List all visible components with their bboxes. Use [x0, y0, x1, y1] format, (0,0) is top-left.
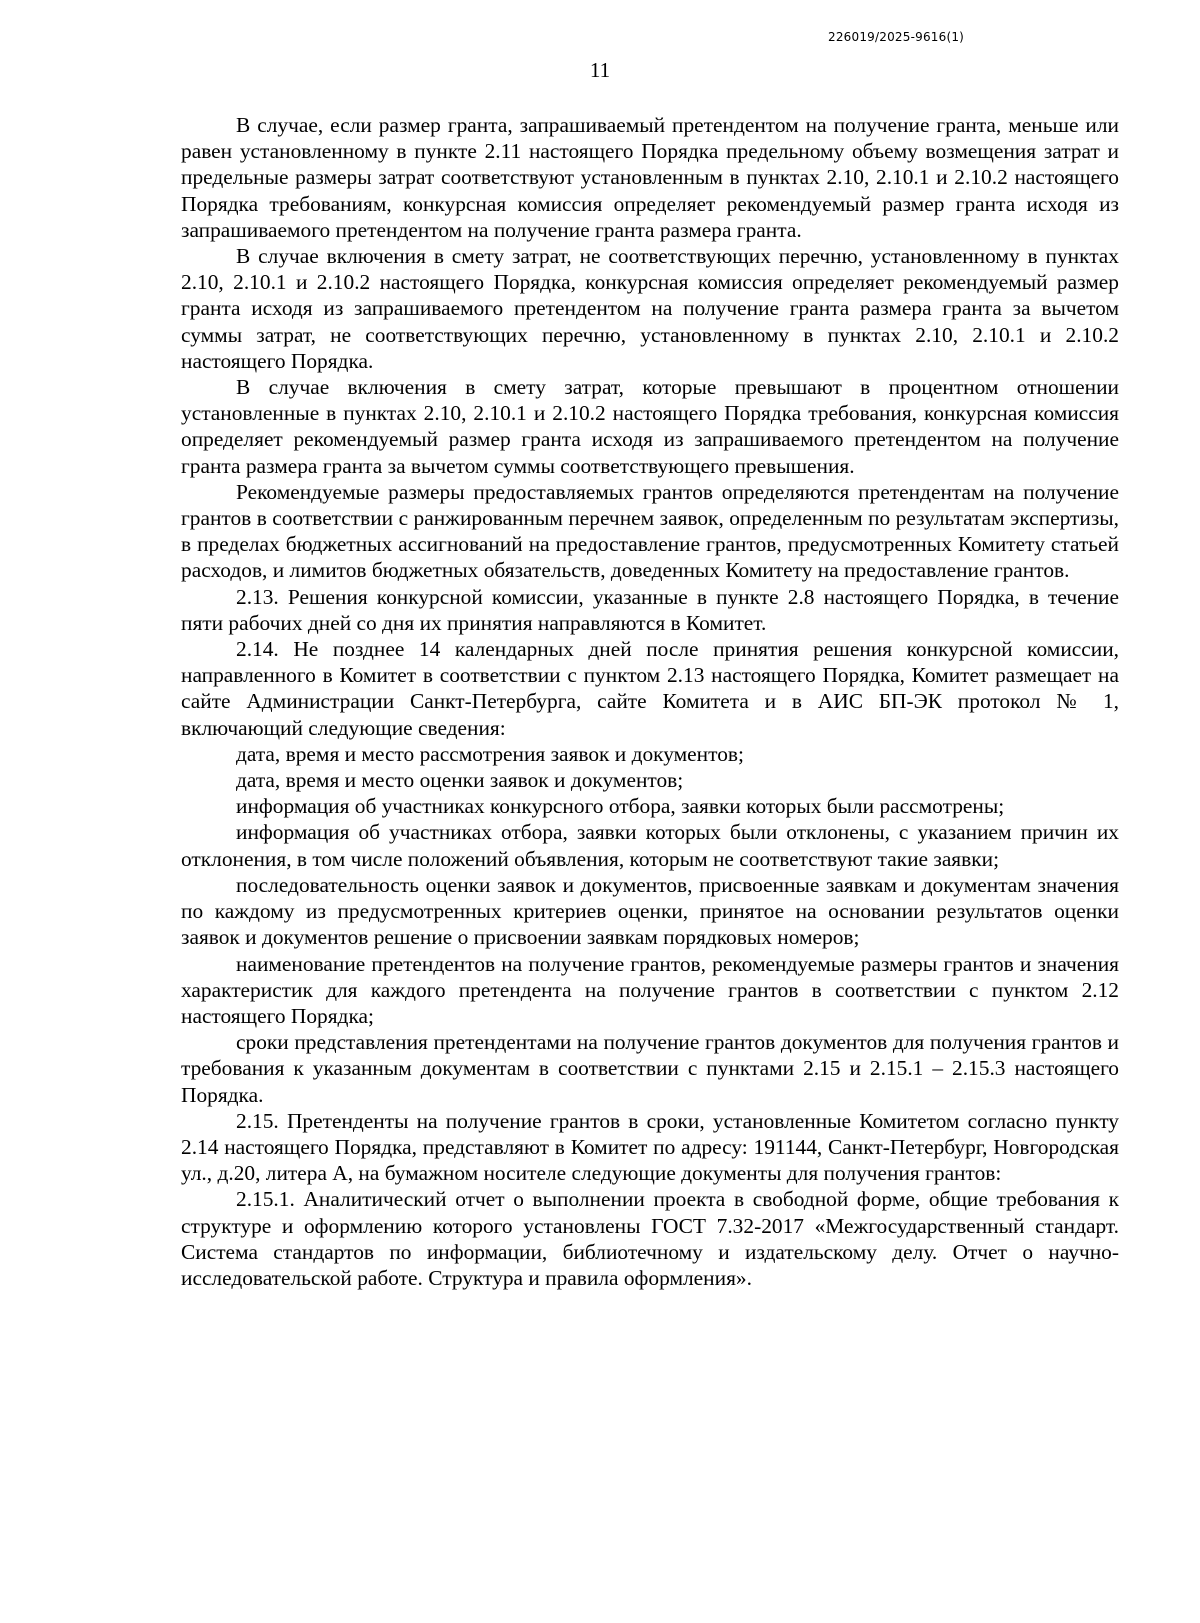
paragraph-nonlisted-costs: В случае включения в смету затрат, не соответствующих перечню, установленному в пунктах 2.10, 2.10.1 и 2.10.2 настоящего Порядка, конкурсная комиссия определяет рекомендуемый размер гранта исходя из запрашиваемого претендентом на получение гранта размера гранта за вычетом суммы затрат, не соответствующих перечню, установленному в пунктах 2.10, 2.10.1 и 2.10.2 настоящего Порядка. [181, 244, 1119, 373]
paragraph-2-13: 2.13. Решения конкурсной комиссии, указанные в пункте 2.8 настоящего Порядка, в течение пяти рабочих дней со дня их принятия направляются в Комитет. [181, 584, 1119, 635]
paragraph-recommended-sizes: Рекомендуемые размеры предоставляемых грантов определяются претендентам на получение грантов в соответствии с ранжированным перечнем заявок, определенным по результатам экспертизы, в пределах бюджетных ассигнований на предоставление грантов, предусмотренных Комитету статьей расходов, и лимитов бюджетных обязательств, доведенных Комитету на предоставление грантов. [181, 479, 1119, 583]
document-registration-number: 226019/2025-9616(1) [828, 30, 965, 44]
document-body [181, 112, 1119, 1291]
paragraph-2-15: 2.15. Претенденты на получение грантов в сроки, установленные Комитетом согласно пункту 2.14 настоящего Порядка, представляют в Комитет по адресу: 191144, Санкт-Петербург, Новгородская ул., д.20, литера А, на бумажном носителе следующие документы для получения грантов: [181, 1108, 1119, 1186]
paragraph-2-14: 2.14. Не позднее 14 календарных дней после принятия решения конкурсной комиссии, направленного в Комитет в соответствии с пунктом 2.13 настоящего Порядка, Комитет размещает на сайте Администрации Санкт-Петербурга, сайте Комитета и в АИС БП-ЭК протокол № 1, включающий следующие сведения: [181, 637, 1119, 740]
page-number: 11 [589, 58, 611, 82]
paragraph-excess-costs: В случае включения в смету затрат, которые превышают в процентном отношении установленные в пунктах 2.10, 2.10.1 и 2.10.2 настоящего Порядка требования, конкурсная комиссия определяет рекомендуемый размер гранта исходя из запрашиваемого претендентом на получение гранта размера гранта за вычетом суммы соответствующего превышения. [181, 375, 1119, 478]
list-item-rejected-participants: информация об участниках отбора, заявки которых были отклонены, с указанием причин их отклонения, в том числе положений объявления, которым не соответствуют такие заявки; [181, 820, 1119, 871]
list-item-evaluation-date: дата, время и место оценки заявок и документов; [236, 768, 684, 793]
list-item-submission-deadlines: сроки представления претендентами на получение грантов документов для получения грантов и требования к указанным документам в соответствии с пунктами 2.15 и 2.15.1 – 2.15.3 настоящего Порядка. [181, 1030, 1119, 1107]
paragraph-grant-within-limit: В случае, если размер гранта, запрашиваемый претендентом на получение гранта, меньше или равен установленному в пункте 2.11 настоящего Порядка предельному объему возмещения затрат и предельные размеры затрат соответствуют установленным в пунктах 2.10, 2.10.1 и 2.10.2 настоящего Порядка требованиям, конкурсная комиссия определяет рекомендуемый размер гранта исходя из запрашиваемого претендентом на получение гранта размера гранта. [181, 113, 1119, 242]
list-item-review-date: дата, время и место рассмотрения заявок и документов; [236, 741, 744, 766]
paragraph-2-15-1: 2.15.1. Аналитический отчет о выполнении проекта в свободной форме, общие требования к структуре и оформлению которого установлены ГОСТ 7.32-2017 «Межгосударственный стандарт. Система стандартов по информации, библиотечному и издательскому делу. Отчет о научно-исследовательской работе. Структура и правила оформления». [181, 1187, 1119, 1290]
list-item-reviewed-participants: информация об участниках конкурсного отбора, заявки которых были рассмотрены; [236, 794, 1005, 819]
list-item-applicant-names: наименование претендентов на получение грантов, рекомендуемые размеры грантов и значения характеристик для каждого претендента на получение грантов в соответствии с пунктом 2.12 настоящего Порядка; [181, 951, 1119, 1028]
list-item-evaluation-sequence: последовательность оценки заявок и документов, присвоенные заявкам и документам значения по каждому из предусмотренных критериев оценки, принятое на основании результатов оценки заявок и документов решение о присвоении заявкам порядковых номеров; [181, 872, 1119, 950]
